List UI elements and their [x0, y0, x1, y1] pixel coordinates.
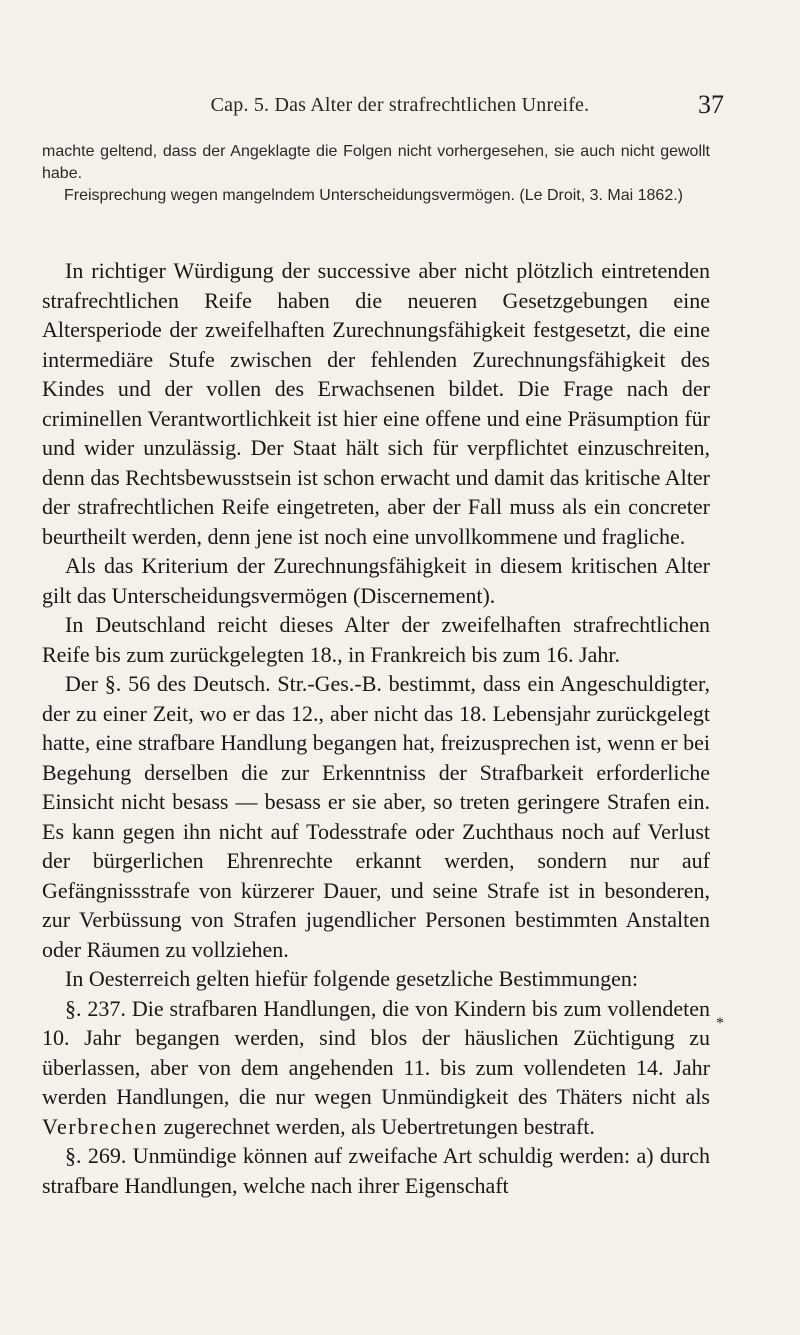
main-text: [42, 256, 710, 1200]
quote-paragraph-1: machte geltend, dass der Angeklagte die Folgen nicht vorhergesehen, sie auch nicht gewollt habe.: [42, 143, 710, 182]
quote-paragraph-2: Freisprechung wegen mangelndem Unterscheidungsvermögen. (Le Droit, 3. Mai 1862.): [64, 187, 683, 204]
paragraph-5: In Oesterreich gelten hiefür folgende gesetzliche Bestimmungen:: [65, 966, 639, 991]
paragraph-6-part-1: §. 237. Die strafbaren Handlungen, die von Kindern bis zum vollendeten 10. Jahr begangen werden, sind blos der häuslichen Züchtigung zu überlassen, aber von dem angehenden 11. bis zum vollendeten 14. Jahr werden Handlungen, die nur wegen Unmündigkeit des Thäters nicht als: [42, 995, 710, 1109]
paragraph-3: In Deutschland reicht dieses Alter der zweifelhaften strafrechtlichen Reife bis zum zurückgelegten 18., in Frankreich bis zum 16. Jahr.: [42, 612, 710, 667]
page-number: 37: [698, 90, 724, 119]
paragraph-6: [42, 994, 710, 1142]
running-head: Cap. 5. Das Alter der strafrechtlichen Unreife.: [210, 94, 590, 116]
emphasized-term: Verbrechen: [42, 1113, 159, 1139]
paragraph-7: §. 269. Unmündige können auf zweifache Art schuldig werden: a) durch strafbare Handlungen, welche nach ihrer Eigenschaft: [42, 1143, 710, 1198]
paragraph-4: Der §. 56 des Deutsch. Str.-Ges.-B. bestimmt, dass ein Angeschuldigter, der zu einer Zeit, wo er das 12., aber nicht das 18. Lebensjahr zurückgelegt hatte, eine strafbare Handlung begangen hat, freizusprechen ist, wenn er bei Begehung derselben die zur Erkenntniss der Strafbarkeit erforderliche Einsicht nicht besass — besass er sie aber, so treten geringere Strafen ein. Es kann gegen ihn nicht auf Todesstrafe oder Zuchthaus noch auf Verlust der bürgerlichen Ehrenrechte erkannt werden, sondern nur auf Gefängnissstrafe von kürzerer Dauer, und seine Strafe ist in besonderen, zur Verbüssung von Strafen jugendlicher Personen bestimmten Anstalten oder Räumen zu vollziehen.: [42, 671, 710, 962]
paragraph-6-part-2: zugerechnet werden, als Uebertretungen bestraft.: [163, 1113, 595, 1139]
page-header: [40, 90, 760, 119]
paragraph-2: Als das Kriterium der Zurechnungsfähigkeit in diesem kritischen Alter gilt das Unterscheidungsvermögen (Discernement).: [42, 553, 710, 608]
paragraph-1: In richtiger Würdigung der successive aber nicht plötzlich eintretenden strafrechtlichen Reife haben die neueren Gesetzgebungen eine Altersperiode der zweifelhaften Zurechnungsfähigkeit festgesetzt, die eine intermediäre Stufe zwischen der fehlenden Zurechnungsfähigkeit des Kindes und der vollen des Erwachsenen bildet. Die Frage nach der criminellen Verantwortlichkeit ist hier eine offene und eine Präsumption für und wider unzulässig. Der Staat hält sich für verpflichtet einzuschreiten, denn das Rechtsbewusstsein ist schon erwacht und damit das kritische Alter der strafrechtlichen Reife eingetreten, aber der Fall muss als ein concreter beurtheilt werden, denn jene ist noch eine unvollkommene und fragliche.: [42, 258, 710, 549]
marginal-mark: *: [716, 1015, 724, 1032]
quoted-case-note: [42, 141, 710, 207]
